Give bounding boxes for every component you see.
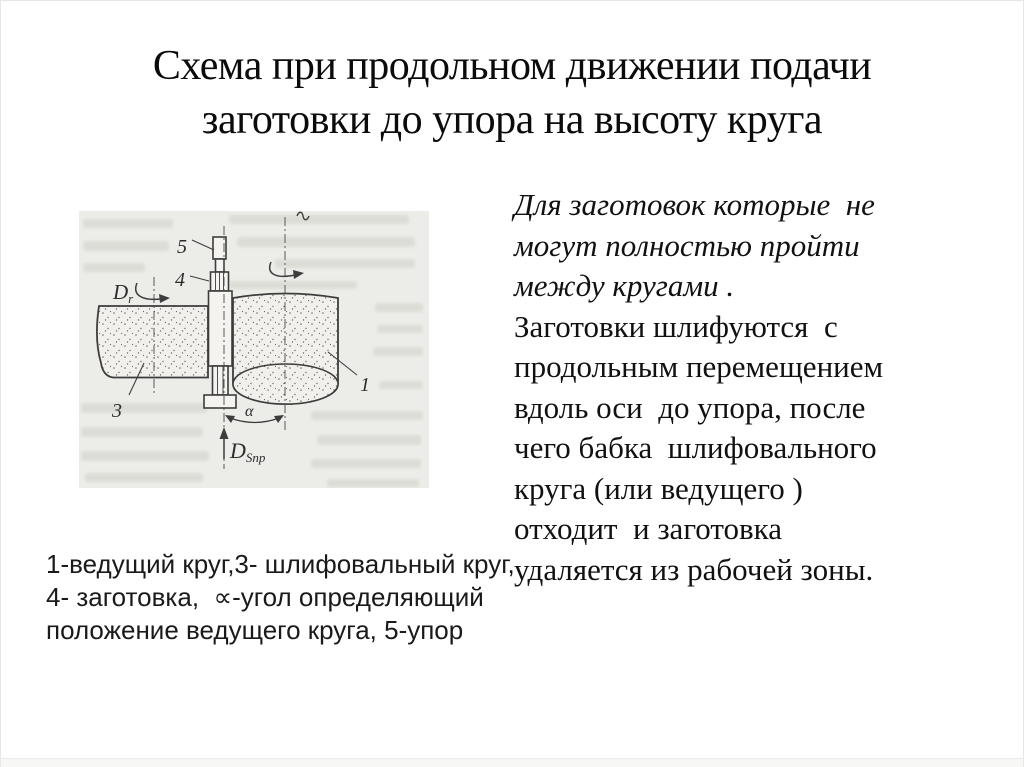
workpiece-shaft-assembly <box>204 237 236 408</box>
body-line: между кругами . <box>514 268 735 303</box>
grinding-wheel-shape <box>97 306 208 378</box>
slide-bottom-edge <box>1 758 1023 767</box>
body-line: удаляется из рабочей зоны. <box>514 551 874 587</box>
title-line-1: Схема при продольном движении подачи <box>152 43 872 89</box>
caption-line: 1-ведущий круг,3- шлифовальный круг, <box>46 549 515 579</box>
title-line-2: заготовки до упора на высоту круга <box>201 97 823 143</box>
body-line: Заготовки шлифуются с <box>514 308 838 344</box>
alpha-angle-arc <box>225 415 284 423</box>
feed-arrow <box>220 427 229 459</box>
body-line: круга (или ведущего ) <box>514 470 803 506</box>
page-title <box>1 39 1023 147</box>
caption-line: 4- заготовка, ∝-угол определяющий <box>46 582 484 612</box>
label-feed-speed: DSпр <box>230 438 266 465</box>
label-grinding-wheel: 3 <box>112 400 122 422</box>
caption-line: положение ведущего круга, 5-упор <box>46 615 464 645</box>
body-line: чего бабка шлифовального <box>514 430 877 465</box>
body-line: Для заготовок которые не <box>514 187 875 222</box>
body-line: отходит и заготовка <box>514 511 782 546</box>
label-rotation-speed: Dr <box>113 280 134 306</box>
grinding-scheme-diagram <box>79 211 429 488</box>
body-line: могут полностью пройти <box>514 227 860 263</box>
body-line: вдоль оси до упора, после <box>514 389 866 425</box>
body-text <box>514 185 984 590</box>
label-workpiece: 4 <box>175 269 185 291</box>
label-alpha: α <box>245 403 254 420</box>
label-stop: 5 <box>177 236 187 258</box>
figure-caption <box>46 548 516 647</box>
label-leading-wheel: 1 <box>360 374 370 396</box>
body-line: продольным перемещением <box>514 349 884 384</box>
diagram-figure <box>79 211 429 488</box>
rotation-arrow-left <box>136 283 170 303</box>
leading-wheel-bottom-face <box>233 364 338 404</box>
